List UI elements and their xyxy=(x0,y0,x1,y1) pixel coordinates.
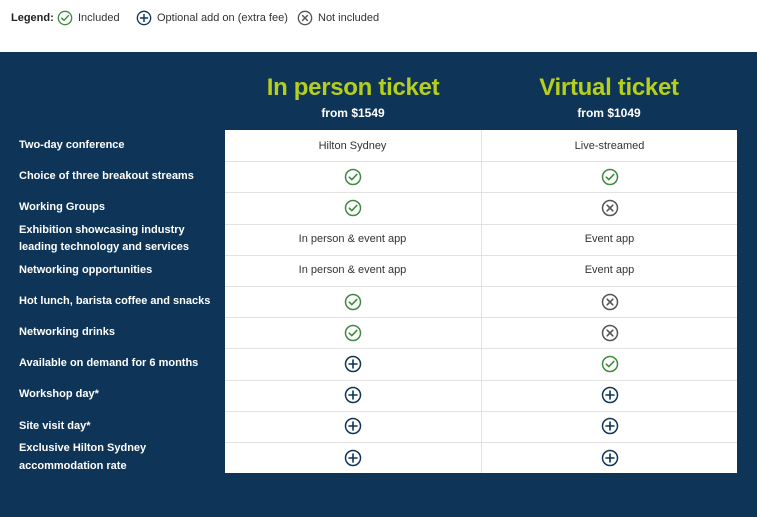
feature-label: Choice of three breakout streams xyxy=(19,170,194,183)
x-circle-icon xyxy=(601,199,619,217)
in-person-cell xyxy=(225,224,480,255)
legend-not-included-label: Not included xyxy=(318,12,380,24)
cell-text: In person & event app xyxy=(298,233,407,246)
plus-circle-icon xyxy=(601,417,619,435)
feature-label: Networking drinks xyxy=(19,326,115,339)
virtual-ticket-header xyxy=(481,72,737,120)
legend-included-label: Included xyxy=(78,12,120,24)
virtual-ticket-title: Virtual ticket xyxy=(539,74,679,101)
plus-circle-icon xyxy=(136,10,152,26)
cell-text: Live-streamed xyxy=(574,139,645,152)
in-person-cell xyxy=(225,442,480,473)
plus-circle-icon xyxy=(344,449,362,467)
virtual-cell xyxy=(482,286,737,317)
in-person-ticket-header xyxy=(225,72,481,120)
virtual-cell xyxy=(482,380,737,411)
check-circle-icon xyxy=(601,168,619,186)
plus-circle-icon xyxy=(344,417,362,435)
cell-text: Event app xyxy=(584,233,635,246)
in-person-cell xyxy=(225,286,480,317)
virtual-ticket-price: from $1049 xyxy=(577,106,641,120)
virtual-cell xyxy=(482,442,737,473)
legend-optional-label: Optional add on (extra fee) xyxy=(157,12,288,24)
check-circle-icon xyxy=(344,168,362,186)
virtual-cell xyxy=(482,192,737,223)
in-person-ticket-title: In person ticket xyxy=(266,74,440,101)
feature-label: Hot lunch, barista coffee and snacks xyxy=(19,294,211,307)
feature-label: Site visit day* xyxy=(19,419,91,432)
comparison-table xyxy=(225,130,737,473)
in-person-cell xyxy=(225,348,480,379)
check-circle-icon xyxy=(344,324,362,342)
feature-label: Exhibition showcasing industry leading technology and services xyxy=(19,223,189,254)
in-person-ticket-price: from $1549 xyxy=(321,106,385,120)
feature-label: Networking opportunities xyxy=(19,263,153,276)
virtual-cell xyxy=(482,411,737,442)
feature-label: Workshop day* xyxy=(19,388,99,401)
in-person-cell xyxy=(225,317,480,348)
check-circle-icon xyxy=(601,355,619,373)
legend-optional xyxy=(136,10,288,26)
virtual-cell xyxy=(482,161,737,192)
in-person-cell xyxy=(225,255,480,286)
cell-text: In person & event app xyxy=(298,264,407,277)
virtual-cell xyxy=(482,348,737,379)
legend-title: Legend: xyxy=(11,12,54,24)
feature-label: Working Groups xyxy=(19,201,105,214)
plus-circle-icon xyxy=(601,386,619,404)
virtual-cell xyxy=(482,130,737,161)
x-circle-icon xyxy=(601,324,619,342)
ticket-comparison-panel xyxy=(0,52,757,517)
virtual-cell xyxy=(482,224,737,255)
in-person-cell xyxy=(225,411,480,442)
feature-label: Available on demand for 6 months xyxy=(19,357,199,370)
feature-label: Two-day conference xyxy=(19,138,125,151)
check-circle-icon xyxy=(57,10,73,26)
in-person-cell xyxy=(225,130,480,161)
cell-text: Hilton Sydney xyxy=(318,139,387,152)
in-person-cell xyxy=(225,380,480,411)
cell-text: Event app xyxy=(584,264,635,277)
legend-included xyxy=(57,10,120,26)
plus-circle-icon xyxy=(601,449,619,467)
check-circle-icon xyxy=(344,199,362,217)
legend-not-included xyxy=(297,10,379,26)
virtual-cell xyxy=(482,255,737,286)
plus-circle-icon xyxy=(344,386,362,404)
feature-label: Exclusive Hilton Sydney accommodation rate xyxy=(19,442,147,472)
virtual-cell xyxy=(482,317,737,348)
plus-circle-icon xyxy=(344,355,362,373)
legend xyxy=(0,0,757,52)
x-circle-icon xyxy=(297,10,313,26)
x-circle-icon xyxy=(601,293,619,311)
in-person-cell xyxy=(225,192,480,223)
check-circle-icon xyxy=(344,293,362,311)
in-person-cell xyxy=(225,161,480,192)
